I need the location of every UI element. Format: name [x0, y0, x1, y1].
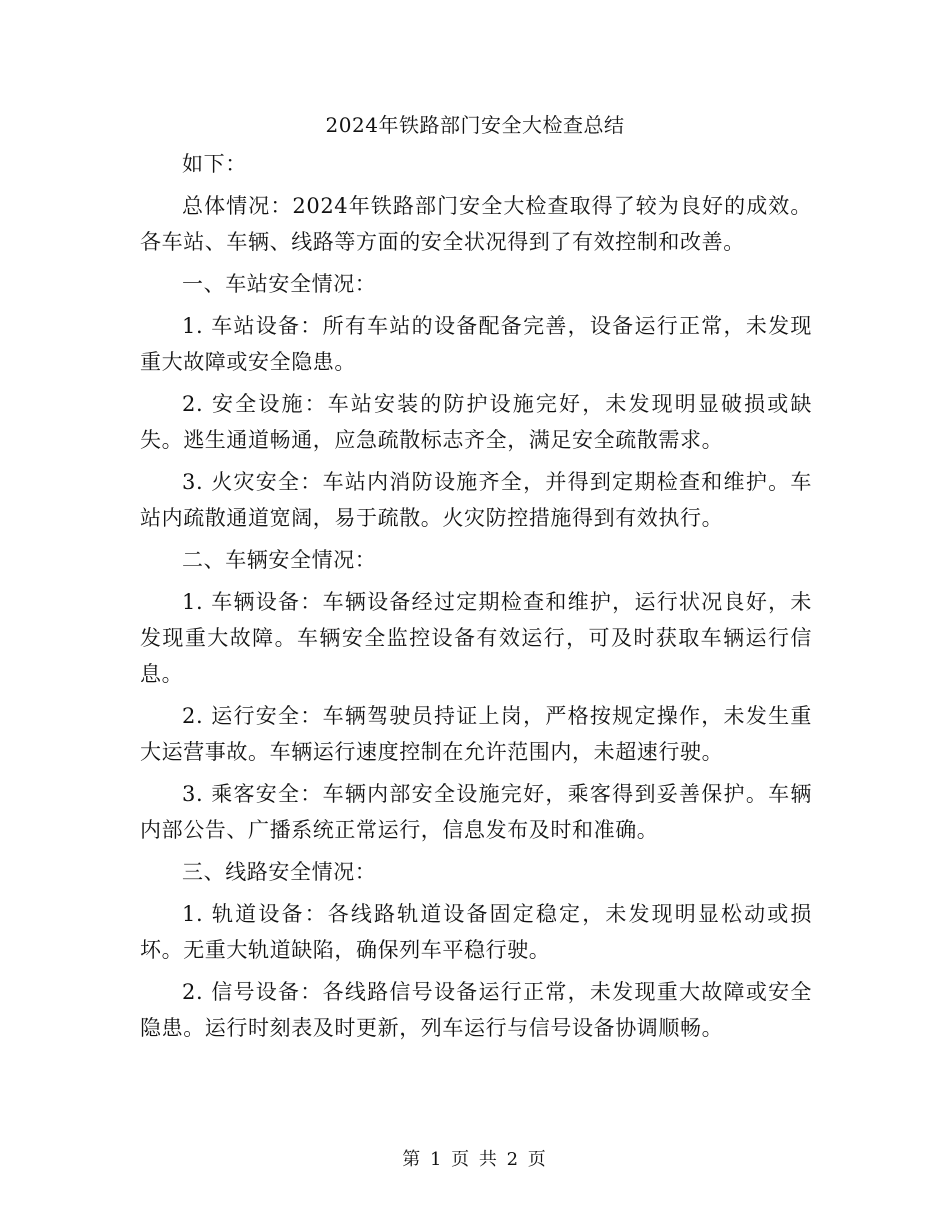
paragraph-station-equipment: 1. 车站设备：所有车站的设备配备完善，设备运行正常，未发现重大故障或安全隐患。: [140, 314, 812, 374]
section-heading-vehicle: 二、车辆安全情况：: [182, 548, 377, 572]
paragraph-overview: 总体情况：2024年铁路部门安全大检查取得了较为良好的成效。各车站、车辆、线路等方面的安全状况得到了有效控制和改善。: [140, 194, 812, 254]
paragraph-vehicle-equipment: 1. 车辆设备：车辆设备经过定期检查和维护，运行状况良好，未发现重大故障。车辆安全监控设备有效运行，可及时获取车辆运行信息。: [140, 590, 812, 686]
paragraph-signal-equipment: 2. 信号设备：各线路信号设备运行正常，未发现重大故障或安全隐患。运行时刻表及时更新，列车运行与信号设备协调顺畅。: [140, 980, 812, 1040]
paragraph-track-equipment: 1. 轨道设备：各线路轨道设备固定稳定，未发现明显松动或损坏。无重大轨道缺陷，确保列车平稳行驶。: [140, 902, 812, 962]
document-title: 2024年铁路部门安全大检查总结: [325, 113, 625, 137]
page-number-footer: 第 1 页 共 2 页: [402, 1149, 548, 1170]
paragraph-operation-safety: 2. 运行安全：车辆驾驶员持证上岗，严格按规定操作，未发生重大运营事故。车辆运行速度控制在允许范围内，未超速行驶。: [140, 704, 812, 764]
paragraph-station-facilities: 2. 安全设施：车站安装的防护设施完好，未发现明显破损或缺失。逃生通道畅通，应急疏散标志齐全，满足安全疏散需求。: [140, 392, 812, 452]
paragraph-intro: 如下：: [182, 152, 247, 176]
document-body: [140, 146, 812, 1052]
section-heading-line: 三、线路安全情况：: [182, 860, 377, 884]
paragraph-passenger-safety: 3. 乘客安全：车辆内部安全设施完好，乘客得到妥善保护。车辆内部公告、广播系统正常运行，信息发布及时和准确。: [140, 782, 812, 842]
paragraph-station-fire-safety: 3. 火灾安全：车站内消防设施齐全，并得到定期检查和维护。车站内疏散通道宽阔，易于疏散。火灾防控措施得到有效执行。: [140, 470, 812, 530]
section-heading-station: 一、车站安全情况：: [182, 272, 377, 296]
